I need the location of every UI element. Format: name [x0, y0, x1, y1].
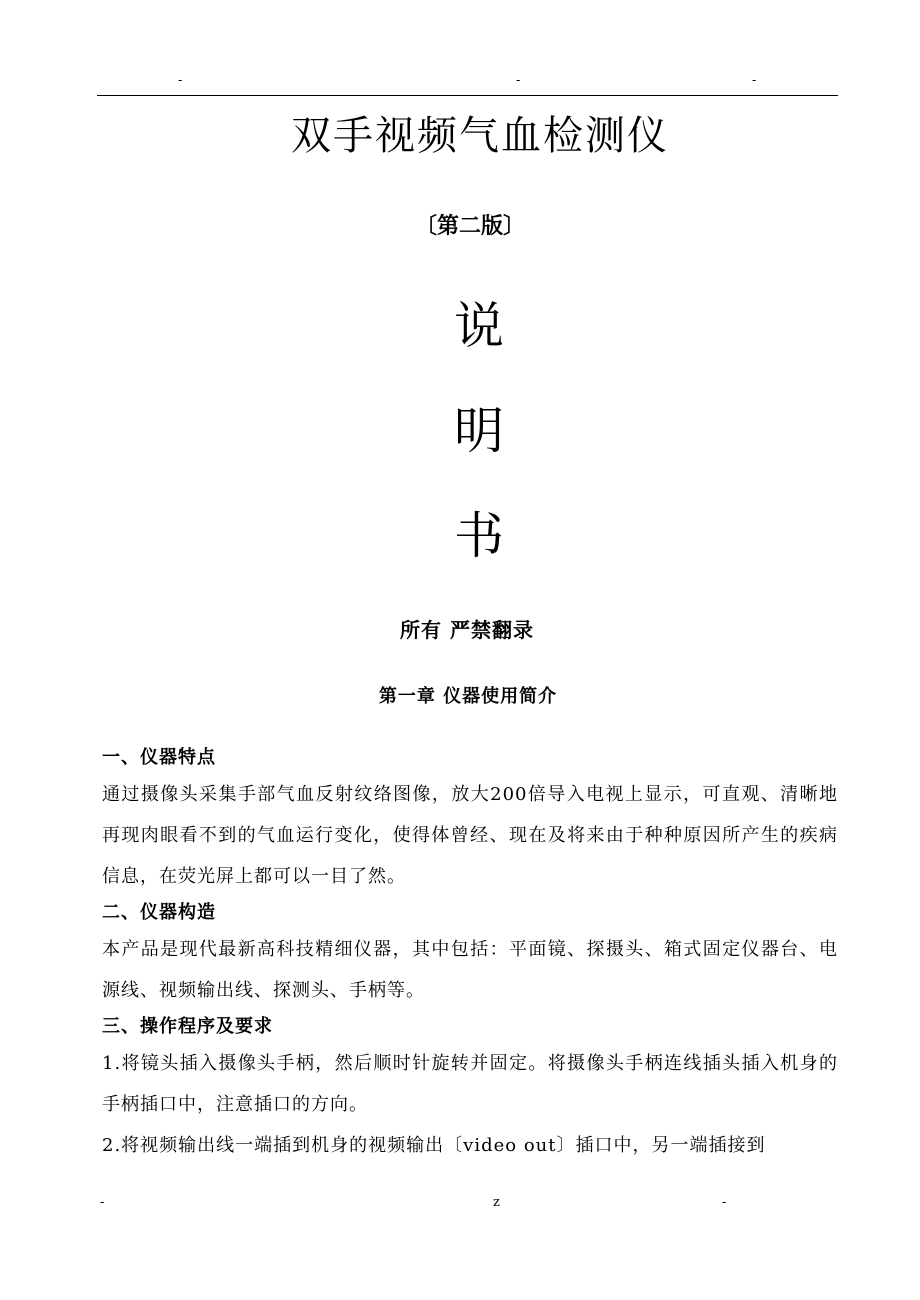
big-char-shu: 书	[454, 507, 504, 565]
operation-step-1: 1.将镜头插入摄像头手柄，然后顺时针旋转并固定。将摄像头手柄连线插头插入机身的手柄插口中，注意插口的方向。	[102, 1053, 838, 1115]
edition-label: 〔第二版〕	[414, 213, 525, 239]
footer-mark-right: -	[722, 1195, 727, 1210]
footer-page-mark: z	[493, 1195, 500, 1210]
header-rule	[97, 95, 838, 96]
big-char-ming: 明	[454, 402, 504, 460]
big-char-shuo: 说	[454, 297, 504, 355]
document-title: 双手视频气血检测仪	[291, 113, 669, 159]
header-mark-center: -	[516, 73, 521, 88]
section-heading-operation: 三、操作程序及要求	[102, 1016, 273, 1037]
rights-notice: 所有 严禁翻录	[400, 618, 534, 642]
operation-step-2: 2.将视频输出线一端插到机身的视频输出〔video out〕插口中，另一端插接到	[102, 1135, 766, 1156]
chapter-heading: 第一章 仪器使用简介	[378, 686, 558, 707]
section-heading-features: 一、仪器特点	[102, 747, 216, 768]
section-text-structure: 本产品是现代最新高科技精细仪器，其中包括：平面镜、探摄头、箱式固定仪器台、电源线、视频输出线、探测头、手柄等。	[102, 939, 838, 1001]
document-body	[102, 742, 838, 1166]
section-heading-structure: 二、仪器构造	[102, 902, 216, 923]
footer-mark-left: -	[100, 1195, 105, 1210]
header-mark-right: -	[752, 73, 757, 88]
header-mark-left: -	[178, 73, 183, 88]
section-text-features: 通过摄像头采集手部气血反射纹络图像，放大200倍导入电视上显示，可直观、清晰地再现肉眼看不到的气血运行变化，使得体曾经、现在及将来由于种种原因所产生的疾病信息，在荧光屏上都可以一目了然。	[102, 784, 838, 887]
